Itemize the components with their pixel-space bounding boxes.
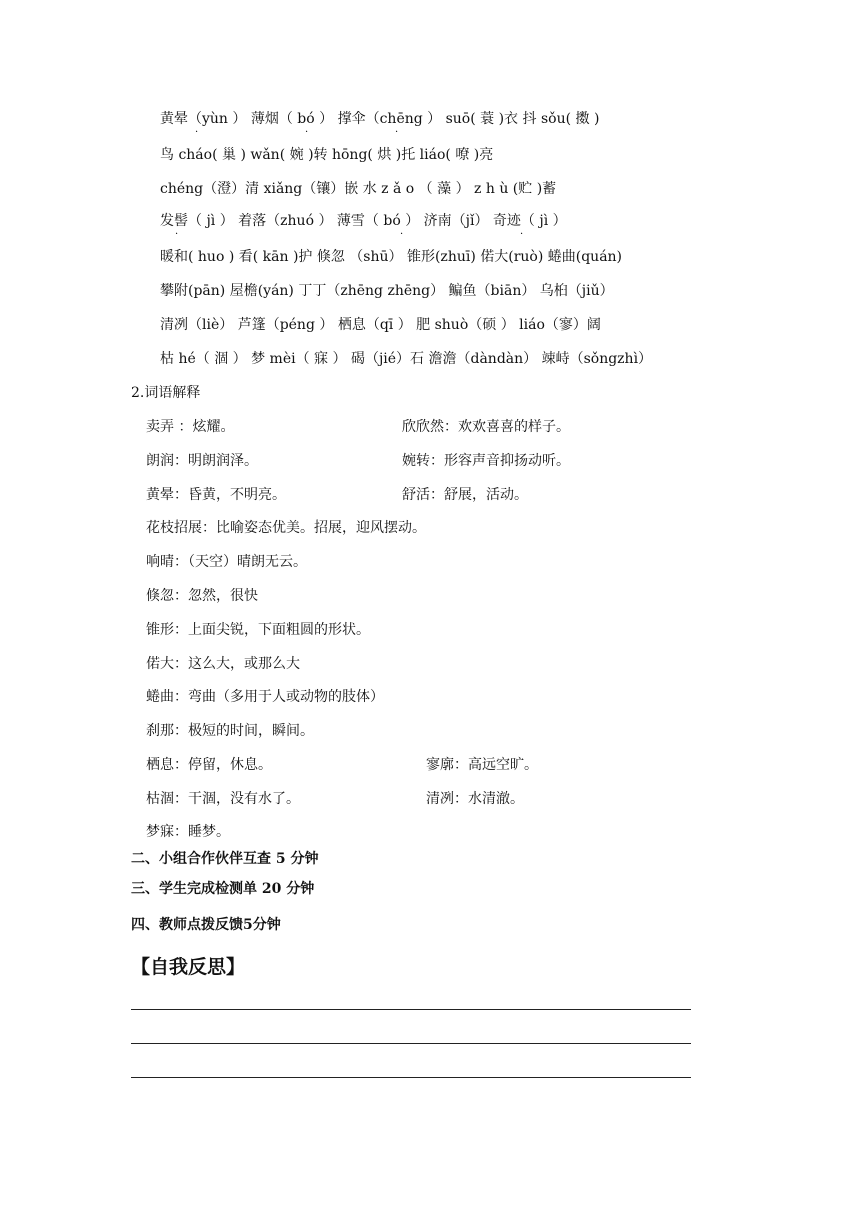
emphasis-dot: · (395, 127, 399, 138)
definition-left: 花枝招展：比喻姿态优美。招展，迎风摆动。 (146, 520, 426, 536)
emphasis-dot: · (305, 127, 309, 138)
definition-left: 卖弄 ：炫耀。 (146, 419, 235, 435)
reflection-line (131, 1009, 691, 1010)
definition-left: 倏忽：忽然，很快 (146, 588, 258, 604)
pinyin-line-4: 发髻（ jì ） 着落（zhuó ） 薄雪（ bó ） 济南（jǐ） 奇迹（ jì ） (160, 213, 567, 229)
definition-right: 欣欣然：欢欢喜喜的样子。 (402, 419, 570, 435)
emphasis-dot: · (195, 127, 199, 138)
definition-left: 刹那：极短的时间，瞬间。 (146, 723, 314, 739)
pinyin-line-7: 清冽（liè） 芦篷（péng ） 栖息（qī ） 肥 shuò（硕 ） liáo（寥）阔 (160, 317, 601, 333)
section-heading: 二、小组合作伙伴互查 5 分钟 (131, 851, 319, 867)
pinyin-line-8: 枯 hé（ 涸 ） 梦 mèi（ 寐 ） 碣（jié）石 澹澹（dàndàn） 竦峙（sǒngzhì） (160, 351, 653, 367)
definition-left: 锥形：上面尖锐，下面粗圆的形状。 (146, 622, 370, 638)
section-heading: 四、教师点拨反馈5分钟 (131, 917, 281, 933)
pinyin-line-2: 鸟 cháo( 巢 ) wǎn( 婉 )转 hōng( 烘 )托 liáo( 嘹 )亮 (160, 147, 494, 163)
emphasis-dot: · (400, 229, 404, 240)
reflection-title: 【自我反思】 (131, 956, 246, 978)
reflection-line (131, 1043, 691, 1044)
definition-right: 清冽：水清澈。 (426, 791, 524, 807)
pinyin-line-6: 攀附(pān) 屋檐(yán) 丁丁（zhēng zhēng） 鳊鱼（biān） 乌桕（jiǔ） (160, 283, 614, 299)
definition-left: 蜷曲：弯曲（多用于人或动物的肢体） (146, 689, 384, 705)
pinyin-line-3: chéng（澄）清 xiǎng（镶）嵌 水 z ǎ o （ 藻 ） z h ù (贮 )蓄 (160, 181, 557, 197)
definition-right: 寥廓：高远空旷。 (426, 757, 538, 773)
definition-left: 栖息：停留，休息。 (146, 757, 272, 773)
section-heading: 三、学生完成检测单 20 分钟 (131, 881, 315, 897)
definition-left: 黄晕：昏黄，不明亮。 (146, 487, 286, 503)
emphasis-dot: · (175, 229, 179, 240)
definition-left: 响晴：（天空）晴朗无云。 (146, 554, 307, 570)
definition-right: 舒活：舒展，活动。 (402, 487, 528, 503)
reflection-line (131, 1077, 691, 1078)
definition-left: 偌大：这么大，或那么大 (146, 656, 300, 672)
definition-left: 梦寐：睡梦。 (146, 824, 230, 840)
emphasis-dot: · (520, 229, 524, 240)
definition-left: 枯涸：干涸，没有水了。 (146, 791, 300, 807)
definition-left: 朗润：明朗润泽。 (146, 453, 258, 469)
pinyin-line-5: 暖和( huo ) 看( kān )护 倏忽 （shū） 锥形(zhuī) 偌大(ruò) 蜷曲(quán) (160, 249, 623, 265)
pinyin-line-1: 黄晕（yùn ） 薄烟（ bó ） 撑伞（chēng ） suō( 蓑 )衣 抖 sǒu( 擞 ) (160, 111, 600, 127)
definition-right: 婉转：形容声音抑扬动听。 (402, 453, 570, 469)
vocab-heading: 2.词语解释 (131, 385, 201, 401)
